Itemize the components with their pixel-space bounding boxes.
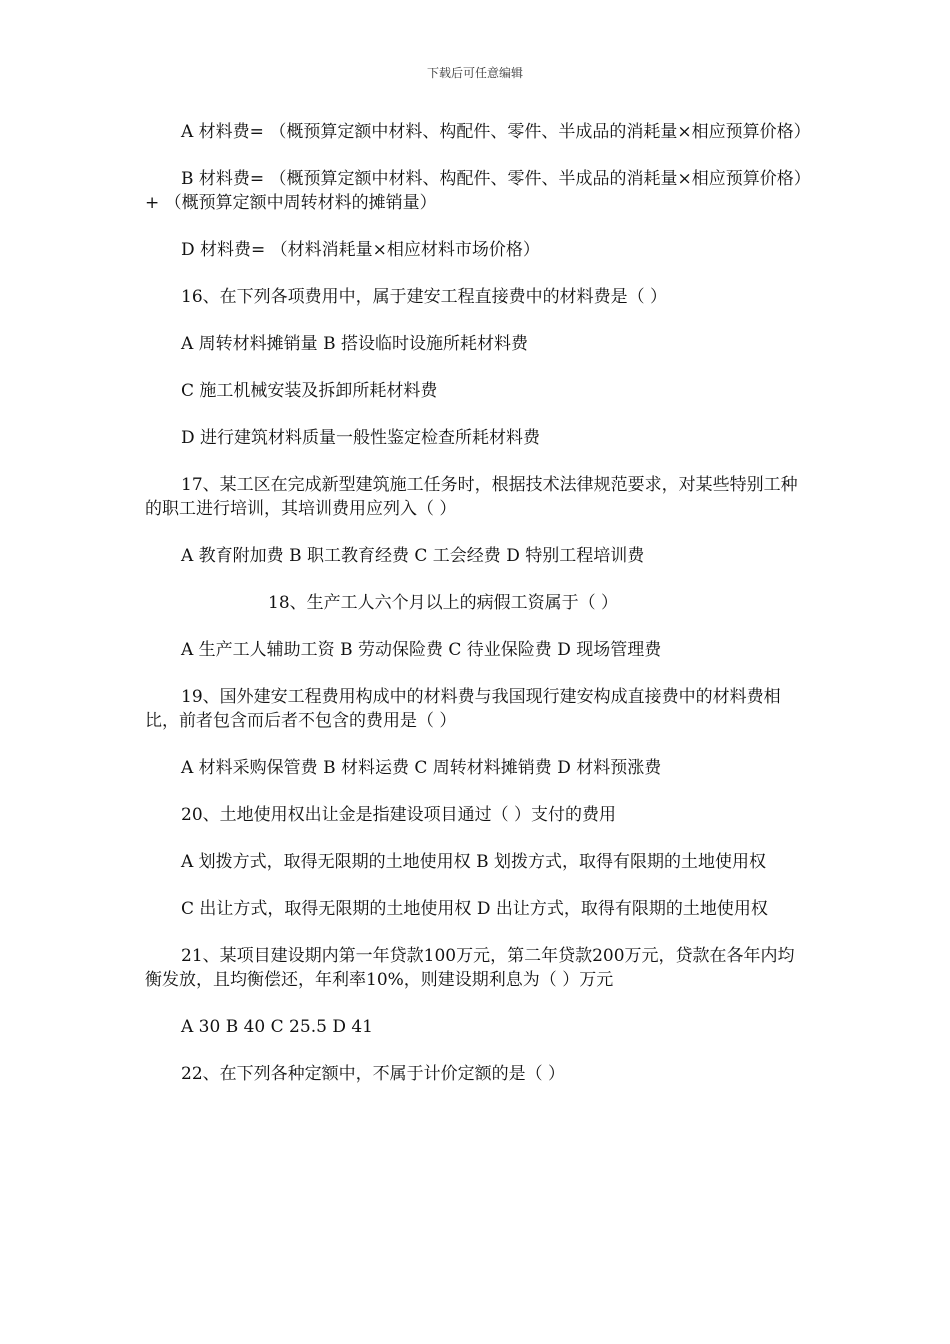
question-18: 18、生产工人六个月以上的病假工资属于（ ） bbox=[268, 593, 619, 613]
question-18-options: A 生产工人辅助工资 B 劳动保险费 C 待业保险费 D 现场管理费 bbox=[181, 640, 662, 660]
question-16-option-d: D 进行建筑材料质量一般性鉴定检查所耗材料费 bbox=[181, 428, 541, 448]
question-17: 17、某工区在完成新型建筑施工任务时，根据技术法律规范要求，对某些特别工种的职工进行培训，其培训费用应列入（ ） bbox=[145, 475, 798, 519]
question-20-options-ab: A 划拨方式，取得无限期的土地使用权 B 划拨方式，取得有限期的土地使用权 bbox=[181, 852, 766, 872]
question-17-options: A 教育附加费 B 职工教育经费 C 工会经费 D 特别工程培训费 bbox=[181, 546, 645, 566]
question-21-options: A 30 B 40 C 25.5 D 41 bbox=[181, 1017, 373, 1037]
question-16-options-ab: A 周转材料摊销量 B 搭设临时设施所耗材料费 bbox=[181, 334, 528, 354]
question-16-option-c: C 施工机械安装及拆卸所耗材料费 bbox=[181, 381, 438, 401]
question-20: 20、土地使用权出让金是指建设项目通过（ ）支付的费用 bbox=[181, 805, 617, 825]
question-19-options: A 材料采购保管费 B 材料运费 C 周转材料摊销费 D 材料预涨费 bbox=[181, 758, 662, 778]
question-16: 16、在下列各项费用中，属于建安工程直接费中的材料费是（ ） bbox=[181, 287, 668, 307]
option-a-material-cost: A 材料费= （概预算定额中材料、构配件、零件、半成品的消耗量×相应预算价格） bbox=[181, 122, 811, 142]
document-body bbox=[145, 120, 810, 1109]
page-header: 下载后可任意编辑 bbox=[426, 66, 523, 80]
option-d-material-cost: D 材料费= （材料消耗量×相应材料市场价格） bbox=[181, 240, 540, 260]
question-20-options-cd: C 出让方式，取得无限期的土地使用权 D 出让方式，取得有限期的土地使用权 bbox=[181, 899, 768, 919]
question-21: 21、某项目建设期内第一年贷款100万元，第二年贷款200万元，贷款在各年内均衡发放，且均衡偿还，年利率10%，则建设期利息为（ ）万元 bbox=[145, 946, 795, 990]
option-b-material-cost: B 材料费= （概预算定额中材料、构配件、零件、半成品的消耗量×相应预算价格）+ （概预算定额中周转材料的摊销量） bbox=[145, 169, 803, 213]
question-22: 22、在下列各种定额中，不属于计价定额的是（ ） bbox=[181, 1064, 566, 1084]
question-19: 19、国外建安工程费用构成中的材料费与我国现行建安构成直接费中的材料费相比，前者包含而后者不包含的费用是（ ） bbox=[145, 687, 781, 731]
